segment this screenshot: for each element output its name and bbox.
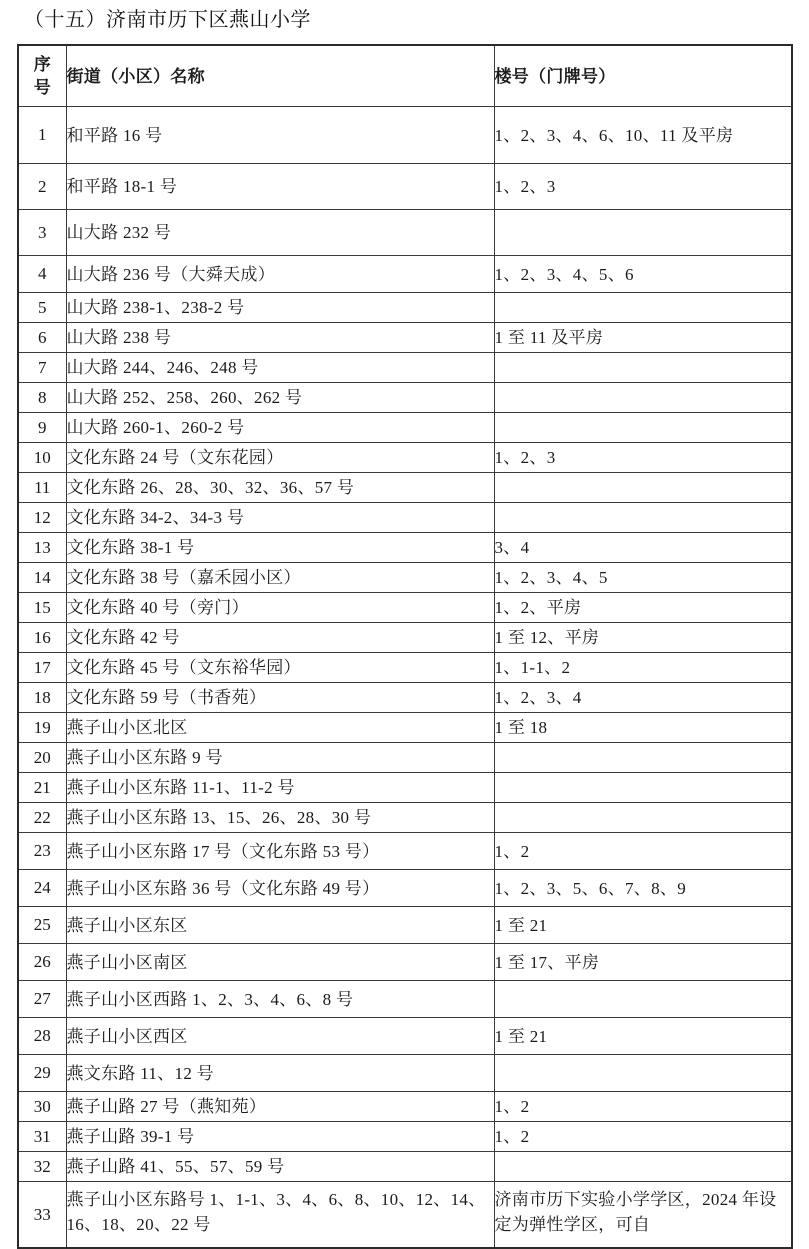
row-index-cell: 5	[18, 293, 66, 323]
table-row	[18, 623, 792, 653]
row-index-cell: 20	[18, 743, 66, 773]
row-index-cell: 23	[18, 833, 66, 870]
table-row	[18, 683, 792, 713]
row-index-cell: 6	[18, 323, 66, 353]
table-row	[18, 653, 792, 683]
column-header-index	[18, 45, 66, 107]
street-name-cell: 燕子山小区西区	[66, 1018, 494, 1055]
street-name-cell: 文化东路 26、28、30、32、36、57 号	[66, 473, 494, 503]
street-name-cell: 山大路 252、258、260、262 号	[66, 383, 494, 413]
building-number-cell	[494, 293, 792, 323]
street-name-cell: 文化东路 24 号（文东花园）	[66, 443, 494, 473]
school-zone-table	[17, 44, 793, 1249]
table-row	[18, 743, 792, 773]
building-number-cell	[494, 210, 792, 256]
street-name-cell: 和平路 18-1 号	[66, 164, 494, 210]
row-index-cell: 31	[18, 1122, 66, 1152]
row-index-cell: 4	[18, 256, 66, 293]
building-number-cell: 1 至 11 及平房	[494, 323, 792, 353]
building-number-cell: 1 至 17、平房	[494, 944, 792, 981]
row-index-cell: 16	[18, 623, 66, 653]
building-number-cell	[494, 743, 792, 773]
street-name-cell: 山大路 260-1、260-2 号	[66, 413, 494, 443]
row-index-cell: 2	[18, 164, 66, 210]
table-row	[18, 803, 792, 833]
building-number-cell: 1、2、平房	[494, 593, 792, 623]
street-name-cell: 燕子山路 41、55、57、59 号	[66, 1152, 494, 1182]
row-index-cell: 33	[18, 1182, 66, 1249]
street-name-cell: 燕子山小区东路 13、15、26、28、30 号	[66, 803, 494, 833]
building-number-cell	[494, 1152, 792, 1182]
street-name-cell: 山大路 244、246、248 号	[66, 353, 494, 383]
building-number-cell	[494, 353, 792, 383]
table-row	[18, 323, 792, 353]
table-row	[18, 443, 792, 473]
building-number-cell	[494, 413, 792, 443]
street-name-cell: 燕子山路 27 号（燕知苑）	[66, 1092, 494, 1122]
street-name-cell: 文化东路 59 号（书香苑）	[66, 683, 494, 713]
street-name-cell: 燕子山小区东路 11-1、11-2 号	[66, 773, 494, 803]
table-header-row	[18, 45, 792, 107]
building-number-cell: 1 至 12、平房	[494, 623, 792, 653]
row-index-cell: 15	[18, 593, 66, 623]
street-name-cell: 燕子山小区东区	[66, 907, 494, 944]
building-number-cell: 1、1-1、2	[494, 653, 792, 683]
row-index-cell: 18	[18, 683, 66, 713]
street-name-cell: 燕子山小区东路 9 号	[66, 743, 494, 773]
building-number-cell	[494, 473, 792, 503]
street-name-cell: 燕子山小区南区	[66, 944, 494, 981]
row-index-cell: 8	[18, 383, 66, 413]
building-number-cell: 1、2、3	[494, 443, 792, 473]
table-header	[18, 45, 792, 107]
table-row	[18, 1018, 792, 1055]
table-row	[18, 353, 792, 383]
building-number-cell: 1、2	[494, 1122, 792, 1152]
table-row	[18, 870, 792, 907]
table-row	[18, 1182, 792, 1249]
table-row	[18, 1122, 792, 1152]
table-row	[18, 413, 792, 443]
building-number-cell: 1、2、3、5、6、7、8、9	[494, 870, 792, 907]
row-index-cell: 1	[18, 107, 66, 164]
street-name-cell: 文化东路 40 号（旁门）	[66, 593, 494, 623]
table-row	[18, 981, 792, 1018]
row-index-cell: 10	[18, 443, 66, 473]
row-index-cell: 3	[18, 210, 66, 256]
table-body	[18, 107, 792, 1249]
street-name-cell: 燕子山小区西路 1、2、3、4、6、8 号	[66, 981, 494, 1018]
row-index-cell: 27	[18, 981, 66, 1018]
building-number-cell	[494, 503, 792, 533]
street-name-cell: 燕子山小区东路号 1、1-1、3、4、6、8、10、12、14、16、18、20、22 号	[66, 1182, 494, 1249]
row-index-cell: 12	[18, 503, 66, 533]
row-index-cell: 19	[18, 713, 66, 743]
building-number-cell: 1、2、3、4、5	[494, 563, 792, 593]
building-number-cell: 1、2	[494, 833, 792, 870]
building-number-cell: 1、2、3	[494, 164, 792, 210]
building-number-cell: 1、2、3、4、6、10、11 及平房	[494, 107, 792, 164]
table-row	[18, 944, 792, 981]
table-row	[18, 293, 792, 323]
table-row	[18, 256, 792, 293]
column-header-building: 楼号（门牌号）	[494, 45, 792, 107]
building-number-cell	[494, 383, 792, 413]
street-name-cell: 山大路 238 号	[66, 323, 494, 353]
table-row	[18, 563, 792, 593]
table-row	[18, 383, 792, 413]
table-row	[18, 210, 792, 256]
street-name-cell: 山大路 238-1、238-2 号	[66, 293, 494, 323]
street-name-cell: 山大路 236 号（大舜天成）	[66, 256, 494, 293]
row-index-cell: 25	[18, 907, 66, 944]
street-name-cell: 燕文东路 11、12 号	[66, 1055, 494, 1092]
street-name-cell: 燕子山小区东路 36 号（文化东路 49 号）	[66, 870, 494, 907]
building-number-cell: 1 至 21	[494, 1018, 792, 1055]
building-number-cell	[494, 981, 792, 1018]
table-row	[18, 473, 792, 503]
row-index-cell: 26	[18, 944, 66, 981]
building-number-cell: 3、4	[494, 533, 792, 563]
building-number-cell	[494, 1055, 792, 1092]
column-header-index-line1: 序	[33, 55, 51, 74]
building-number-cell	[494, 803, 792, 833]
table-row	[18, 833, 792, 870]
building-number-cell: 济南市历下实验小学学区，2024 年设定为弹性学区，可自	[494, 1182, 792, 1249]
street-name-cell: 燕子山小区北区	[66, 713, 494, 743]
row-index-cell: 29	[18, 1055, 66, 1092]
building-number-cell: 1、2、3、4、5、6	[494, 256, 792, 293]
street-name-cell: 文化东路 45 号（文东裕华园）	[66, 653, 494, 683]
row-index-cell: 22	[18, 803, 66, 833]
row-index-cell: 14	[18, 563, 66, 593]
street-name-cell: 山大路 232 号	[66, 210, 494, 256]
building-number-cell: 1、2、3、4	[494, 683, 792, 713]
row-index-cell: 17	[18, 653, 66, 683]
street-name-cell: 燕子山路 39-1 号	[66, 1122, 494, 1152]
page-title: （十五）济南市历下区燕山小学	[24, 9, 311, 31]
building-number-cell: 1、2	[494, 1092, 792, 1122]
row-index-cell: 32	[18, 1152, 66, 1182]
table-row	[18, 503, 792, 533]
table-row	[18, 1152, 792, 1182]
row-index-cell: 30	[18, 1092, 66, 1122]
row-index-cell: 21	[18, 773, 66, 803]
table-row	[18, 1055, 792, 1092]
street-name-cell: 燕子山小区东路 17 号（文化东路 53 号）	[66, 833, 494, 870]
column-header-index-line2: 号	[33, 78, 51, 97]
table-row	[18, 164, 792, 210]
table-row	[18, 107, 792, 164]
row-index-cell: 7	[18, 353, 66, 383]
building-number-cell	[494, 773, 792, 803]
school-zone-table-container	[17, 44, 791, 1249]
building-number-cell: 1 至 18	[494, 713, 792, 743]
table-row	[18, 593, 792, 623]
street-name-cell: 文化东路 34-2、34-3 号	[66, 503, 494, 533]
row-index-cell: 13	[18, 533, 66, 563]
street-name-cell: 和平路 16 号	[66, 107, 494, 164]
street-name-cell: 文化东路 38 号（嘉禾园小区）	[66, 563, 494, 593]
street-name-cell: 文化东路 38-1 号	[66, 533, 494, 563]
row-index-cell: 24	[18, 870, 66, 907]
column-header-street: 街道（小区）名称	[66, 45, 494, 107]
row-index-cell: 9	[18, 413, 66, 443]
table-row	[18, 533, 792, 563]
table-row	[18, 907, 792, 944]
row-index-cell: 28	[18, 1018, 66, 1055]
building-number-cell: 1 至 21	[494, 907, 792, 944]
table-row	[18, 773, 792, 803]
table-row	[18, 1092, 792, 1122]
table-row	[18, 713, 792, 743]
row-index-cell: 11	[18, 473, 66, 503]
street-name-cell: 文化东路 42 号	[66, 623, 494, 653]
